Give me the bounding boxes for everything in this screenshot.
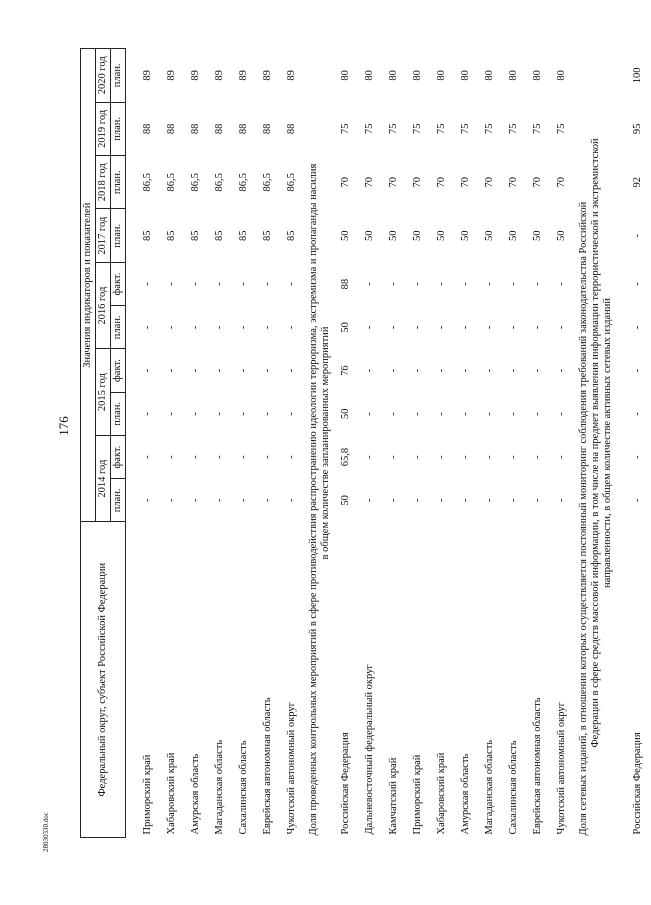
indicator-value: - — [436, 282, 448, 286]
indicator-value: - — [286, 325, 298, 330]
indicator-value: 80 — [484, 70, 496, 81]
table-header — [81, 49, 126, 838]
header-plan: план. — [111, 102, 126, 155]
indicator-value: - — [508, 498, 520, 503]
indicator-value: - — [238, 498, 250, 503]
indicator-value: - — [460, 498, 472, 503]
indicator-value: - — [532, 455, 544, 459]
indicator-value: 50 — [532, 230, 544, 241]
table-row — [627, 49, 651, 838]
indicator-value: - — [142, 498, 154, 503]
header-plan: план. — [111, 392, 126, 435]
indicator-value: - — [436, 498, 448, 503]
indicator-value: - — [190, 325, 202, 330]
indicator-value: - — [214, 412, 226, 416]
indicator-value: - — [412, 325, 424, 330]
indicator-value: - — [214, 455, 226, 459]
indicator-value: 89 — [142, 70, 154, 81]
indicator-value: - — [632, 412, 644, 416]
indicator-value: - — [142, 412, 154, 416]
header-year: 2016 год — [96, 262, 111, 349]
spacer-cell — [126, 49, 137, 838]
indicator-value: 100 — [632, 67, 644, 84]
indicator-value: - — [190, 498, 202, 503]
indicator-value: 85 — [166, 230, 178, 241]
indicator-value: 75 — [484, 123, 496, 135]
indicator-value: - — [632, 282, 644, 286]
indicator-value: - — [262, 282, 274, 286]
indicator-value: 70 — [508, 177, 520, 188]
indicator-value: 86,5 — [142, 173, 154, 192]
indicator-value: - — [556, 368, 568, 373]
indicator-value: 50 — [364, 230, 376, 241]
indicator-value: - — [532, 412, 544, 416]
indicator-value: 95 — [632, 123, 644, 135]
indicator-value: - — [238, 325, 250, 330]
indicator-value: 86,5 — [286, 173, 298, 192]
table-row — [358, 49, 382, 838]
indicator-value: - — [436, 368, 448, 373]
indicator-value: - — [508, 325, 520, 330]
indicator-value: 75 — [340, 123, 352, 135]
header-plan: план. — [111, 156, 126, 209]
header-year: 2019 год — [96, 102, 111, 155]
table-row — [256, 49, 280, 838]
indicator-value: 75 — [460, 123, 472, 135]
indicator-value: 88 — [340, 278, 352, 290]
indicator-value: - — [166, 368, 178, 373]
indicator-value: 85 — [286, 230, 298, 241]
indicator-value: 75 — [388, 123, 400, 135]
indicator-value: 50 — [460, 230, 472, 241]
indicator-value: 75 — [508, 123, 520, 135]
indicator-value: - — [166, 498, 178, 503]
table-row — [550, 49, 574, 838]
indicator-value: - — [508, 455, 520, 459]
indicator-value: 70 — [532, 177, 544, 188]
indicator-value: - — [388, 325, 400, 330]
indicator-value: 80 — [340, 70, 352, 81]
indicator-value: - — [556, 498, 568, 503]
indicator-value: 85 — [142, 230, 154, 241]
indicator-value: - — [262, 498, 274, 503]
table-container — [80, 48, 644, 838]
region-name: Хабаровский край — [436, 752, 448, 835]
region-name: Амурская область — [460, 753, 472, 835]
indicator-value: 89 — [286, 70, 298, 81]
header-plan: план. — [111, 306, 126, 349]
indicator-value: 88 — [238, 123, 250, 135]
indicator-value: 86,5 — [238, 173, 250, 192]
section-title-line: направленности, в общем количестве активных сетевых изданий — [602, 298, 614, 588]
region-name: Чукотский автономный округ — [286, 702, 298, 835]
indicator-value: - — [190, 412, 202, 416]
header-year: 2020 год — [96, 49, 111, 103]
indicator-value: - — [214, 325, 226, 330]
region-name: Приморский край — [412, 754, 424, 835]
region-name: Приморский край — [142, 754, 154, 835]
indicator-value: 86,5 — [262, 173, 274, 192]
header-year: 2017 год — [96, 209, 111, 262]
indicator-value: 70 — [364, 177, 376, 188]
indicator-value: 80 — [556, 70, 568, 81]
region-name: Дальневосточный федеральный округ — [364, 664, 376, 835]
table-row — [478, 49, 502, 838]
rotated-page-content — [80, 48, 644, 838]
region-name: Российская Федерация — [340, 732, 352, 835]
indicator-value: 70 — [484, 177, 496, 188]
indicator-value: 80 — [436, 70, 448, 81]
table-row — [526, 49, 550, 838]
indicator-value: 50 — [412, 230, 424, 241]
indicator-value: - — [142, 455, 154, 459]
indicator-value: - — [532, 282, 544, 286]
indicator-value: - — [388, 455, 400, 459]
indicator-value: - — [142, 282, 154, 286]
indicator-value: 50 — [484, 230, 496, 241]
indicator-value: - — [556, 455, 568, 459]
indicator-value: - — [166, 455, 178, 459]
header-fact: факт. — [111, 349, 126, 392]
indicator-value: - — [532, 498, 544, 503]
indicator-value: 89 — [166, 70, 178, 81]
indicator-value: - — [484, 325, 496, 330]
indicator-value: 76 — [340, 365, 352, 376]
indicator-value: - — [412, 412, 424, 416]
indicator-value: - — [190, 368, 202, 373]
indicator-value: - — [388, 412, 400, 416]
section-title-row — [304, 49, 334, 838]
indicator-value: 70 — [412, 177, 424, 188]
indicator-value: - — [286, 412, 298, 416]
indicator-value: - — [532, 325, 544, 330]
region-name: Российская Федерация — [632, 732, 644, 835]
indicator-value: 86,5 — [190, 173, 202, 192]
table-row — [382, 49, 406, 838]
indicator-value: 88 — [214, 123, 226, 135]
indicator-value: - — [460, 282, 472, 286]
indicator-value: - — [508, 368, 520, 373]
section-title-line: в общем количестве запланированных мероприятий — [320, 326, 332, 560]
indicator-value: - — [364, 412, 376, 416]
table-row — [208, 49, 232, 838]
region-name: Сахалинская область — [238, 740, 250, 835]
indicator-value: 65,8 — [340, 447, 352, 467]
indicator-value: - — [632, 325, 644, 330]
table-row — [454, 49, 478, 838]
indicator-value: 85 — [238, 230, 250, 241]
table-row — [502, 49, 526, 838]
indicator-value: 50 — [436, 230, 448, 241]
table-row — [136, 49, 160, 838]
indicator-value: 80 — [460, 70, 472, 81]
indicator-value: - — [632, 233, 644, 238]
region-name: Сахалинская область — [508, 740, 520, 835]
indicator-value: 88 — [142, 123, 154, 135]
indicator-value: 75 — [436, 123, 448, 135]
indicator-value: 88 — [190, 123, 202, 135]
indicator-value: 80 — [388, 70, 400, 81]
indicator-value: 70 — [340, 177, 352, 188]
indicator-value: 85 — [190, 230, 202, 241]
indicator-value: - — [238, 282, 250, 286]
indicator-value: - — [460, 325, 472, 330]
indicator-value: - — [364, 325, 376, 330]
indicator-value: - — [214, 282, 226, 286]
indicator-value: - — [436, 412, 448, 416]
indicator-value: - — [166, 412, 178, 416]
indicator-value: 50 — [340, 322, 352, 333]
indicator-value: - — [632, 455, 644, 459]
indicator-value: 70 — [388, 177, 400, 188]
indicators-table — [80, 48, 651, 838]
header-plan: план. — [111, 479, 126, 522]
indicator-value: - — [556, 282, 568, 286]
indicator-value: - — [460, 455, 472, 459]
indicator-value: - — [508, 412, 520, 416]
table-body — [126, 49, 651, 838]
indicator-value: - — [632, 498, 644, 503]
indicator-value: - — [262, 368, 274, 373]
indicator-value: 75 — [532, 123, 544, 135]
document-code: 28030330.doc — [42, 812, 50, 852]
indicator-value: - — [190, 282, 202, 286]
indicator-value: - — [238, 368, 250, 373]
indicator-value: - — [214, 498, 226, 503]
indicator-value: - — [262, 325, 274, 330]
indicator-value: 50 — [340, 408, 352, 420]
region-name: Чукотский автономный округ — [556, 702, 568, 835]
header-plan: план. — [111, 49, 126, 103]
indicator-value: 50 — [508, 230, 520, 241]
indicator-value: 70 — [460, 177, 472, 188]
indicator-value: 89 — [190, 70, 202, 81]
indicator-value: - — [166, 282, 178, 286]
table-row — [280, 49, 304, 838]
spacer-row — [617, 49, 627, 838]
section-title-line: Федерации в сфере средств массовой информации, в том числе на предмет выявления информации террористической и экстремистской — [590, 138, 602, 748]
spacer-cell — [617, 49, 627, 838]
indicator-value: - — [364, 282, 376, 286]
indicator-value: 80 — [508, 70, 520, 81]
indicator-value: - — [556, 412, 568, 416]
indicator-value: 50 — [556, 230, 568, 241]
indicator-value: - — [286, 282, 298, 286]
table-row — [184, 49, 208, 838]
indicator-value: 89 — [214, 70, 226, 81]
header-fact: факт. — [111, 262, 126, 305]
indicator-value: 89 — [262, 70, 274, 81]
indicator-value: - — [412, 282, 424, 286]
indicator-value: 80 — [532, 70, 544, 81]
indicator-value: - — [286, 368, 298, 373]
table-row — [430, 49, 454, 838]
indicator-value: 75 — [364, 123, 376, 135]
region-name: Магаданская область — [214, 739, 226, 835]
indicator-value: 88 — [286, 123, 298, 135]
indicator-value: - — [142, 368, 154, 373]
indicator-value: 86,5 — [166, 173, 178, 192]
region-name: Магаданская область — [484, 739, 496, 835]
header-fact: факт. — [111, 435, 126, 478]
indicator-value: 50 — [340, 230, 352, 241]
section-title-line: Доля проведенных контрольных мероприятий в сфере противодействия распространению идеологии терроризма, экстремизма и пропаганды насилия — [308, 163, 320, 836]
indicator-value: - — [286, 455, 298, 459]
indicator-value: - — [460, 368, 472, 373]
indicator-value: - — [556, 325, 568, 330]
indicator-value: - — [484, 498, 496, 503]
indicator-value: - — [484, 282, 496, 286]
indicator-value: 80 — [412, 70, 424, 81]
table-row — [232, 49, 256, 838]
indicator-value: - — [238, 412, 250, 416]
indicator-value: - — [364, 498, 376, 503]
table-row — [334, 49, 358, 838]
header-plan: план. — [111, 209, 126, 262]
indicator-value: - — [262, 455, 274, 459]
table-row — [406, 49, 430, 838]
section-title-row — [574, 49, 616, 838]
indicator-value: - — [190, 455, 202, 459]
indicator-value: 50 — [340, 495, 352, 506]
indicator-value: 80 — [364, 70, 376, 81]
indicator-value: 70 — [556, 177, 568, 188]
indicator-value: - — [388, 498, 400, 503]
indicator-value: 85 — [214, 230, 226, 241]
indicator-value: - — [484, 412, 496, 416]
indicator-value: 88 — [262, 123, 274, 135]
indicator-value: 75 — [412, 123, 424, 135]
indicator-value: - — [412, 498, 424, 503]
indicator-value: - — [286, 498, 298, 503]
indicator-value: - — [364, 368, 376, 373]
indicator-value: 50 — [388, 230, 400, 241]
indicator-value: - — [412, 368, 424, 373]
indicator-value: - — [388, 368, 400, 373]
indicator-value: - — [364, 455, 376, 459]
indicator-value: - — [436, 455, 448, 459]
header-year: 2018 год — [96, 156, 111, 209]
indicator-value: 88 — [166, 123, 178, 135]
section-title — [574, 49, 616, 838]
indicator-value: - — [484, 455, 496, 459]
indicator-value: 85 — [262, 230, 274, 241]
indicator-value: 86,5 — [214, 173, 226, 192]
header-group-title: Значения индикаторов и показателей — [81, 49, 96, 522]
indicator-value: - — [436, 325, 448, 330]
indicator-value: - — [460, 412, 472, 416]
section-title — [304, 49, 334, 838]
region-name: Еврейская автономная область — [532, 697, 544, 835]
spacer-row — [126, 49, 137, 838]
indicator-value: - — [632, 368, 644, 373]
indicator-value: - — [388, 282, 400, 286]
indicator-value: - — [508, 282, 520, 286]
indicator-value: 92 — [632, 177, 644, 188]
indicator-value: - — [532, 368, 544, 373]
indicator-value: 89 — [238, 70, 250, 81]
indicator-value: - — [214, 368, 226, 373]
indicator-value: - — [412, 455, 424, 459]
section-title-line: Доля сетевых изданий, в отношении которых осуществляется постоянный мониторинг соблюдения требований законодательства Российской — [578, 201, 590, 836]
indicator-value: - — [166, 325, 178, 330]
region-name: Хабаровский край — [166, 752, 178, 835]
region-name: Камчатский край — [388, 757, 400, 835]
indicator-value: - — [484, 368, 496, 373]
header-year: 2015 год — [96, 349, 111, 436]
region-name: Амурская область — [190, 753, 202, 835]
indicator-value: - — [262, 412, 274, 416]
page-number: 176 — [56, 416, 71, 436]
indicator-value: - — [142, 325, 154, 330]
indicator-value: - — [238, 455, 250, 459]
header-region: Федеральный округ, субъект Российской Федерации — [81, 522, 126, 838]
header-year: 2014 год — [96, 435, 111, 522]
table-row — [160, 49, 184, 838]
region-name: Еврейская автономная область — [262, 697, 274, 835]
indicator-value: 75 — [556, 123, 568, 135]
indicator-value: 70 — [436, 177, 448, 188]
